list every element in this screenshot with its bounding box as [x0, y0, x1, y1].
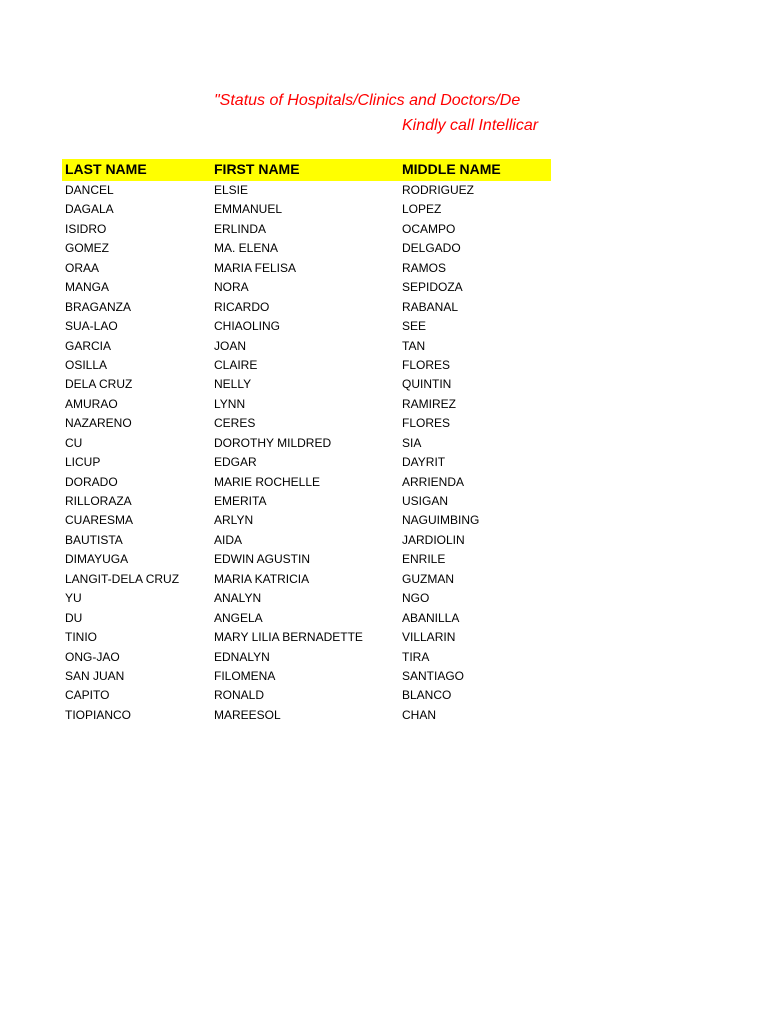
first-name-cell: MARIA FELISA: [214, 260, 297, 275]
middle-name-cell: BLANCO: [402, 688, 452, 703]
last-name-cell: TINIO: [65, 630, 97, 645]
first-name-cell: NELLY: [214, 377, 252, 392]
first-name-cell: MARY LILIA BERNADETTE: [214, 630, 363, 645]
first-name-cell: MARIA KATRICIA: [214, 571, 310, 586]
middle-name-cell: RODRIGUEZ: [402, 183, 474, 197]
header-last-name: LAST NAME: [65, 161, 147, 177]
title-line-2: [0, 117, 551, 139]
first-name-cell: ARLYN: [214, 513, 254, 528]
header-first-name: FIRST NAME: [214, 161, 300, 177]
first-name-cell: EDWIN AGUSTIN: [214, 552, 311, 567]
middle-name-cell: NAGUIMBING: [402, 513, 480, 528]
table-row: [0, 220, 768, 239]
table-row: [0, 531, 768, 550]
middle-name-cell: ENRILE: [402, 552, 446, 567]
table-row: [0, 609, 768, 628]
middle-name-cell: RAMOS: [402, 260, 447, 275]
first-name-cell: MAREESOL: [214, 707, 281, 722]
last-name-cell: OSILLA: [65, 357, 108, 372]
first-name-cell: AIDA: [214, 532, 243, 547]
middle-name-cell: ARRIENDA: [402, 474, 465, 489]
table-row: [0, 414, 768, 433]
middle-name-cell: SIA: [402, 435, 422, 450]
first-name-cell: EMMANUEL: [214, 202, 283, 217]
table-row: [0, 337, 768, 356]
first-name-cell: RONALD: [214, 688, 265, 703]
first-name-cell: NORA: [214, 280, 249, 295]
table-row: [0, 395, 768, 414]
middle-name-cell: DAYRIT: [402, 455, 446, 470]
table-row: [0, 706, 768, 725]
table-row: [0, 628, 768, 647]
table-row: [0, 298, 768, 317]
last-name-cell: CU: [65, 435, 83, 450]
last-name-cell: DIMAYUGA: [65, 552, 129, 567]
table-row: [0, 511, 768, 530]
table-row: [0, 434, 768, 453]
first-name-cell: DOROTHY MILDRED: [214, 435, 332, 450]
table-row: [0, 200, 768, 219]
last-name-cell: DANCEL: [65, 183, 114, 197]
table-row: [0, 356, 768, 375]
table-row: [0, 181, 768, 200]
first-name-cell: ANALYN: [214, 591, 262, 606]
last-name-cell: DELA CRUZ: [65, 377, 133, 392]
first-name-cell: FILOMENA: [214, 668, 276, 683]
middle-name-cell: TAN: [402, 338, 426, 353]
table-row: [0, 278, 768, 297]
last-name-cell: LANGIT-DELA CRUZ: [65, 571, 180, 586]
last-name-cell: ORAA: [65, 260, 100, 275]
first-name-cell: LYNN: [214, 396, 246, 411]
middle-name-cell: RABANAL: [402, 299, 459, 314]
title-text-2: Kindly call Intellicar: [402, 117, 539, 134]
middle-name-cell: SANTIAGO: [402, 668, 465, 683]
middle-name-cell: OCAMPO: [402, 221, 456, 236]
last-name-cell: DU: [65, 610, 83, 625]
middle-name-cell: DELGADO: [402, 241, 461, 256]
last-name-cell: GOMEZ: [65, 241, 109, 256]
first-name-cell: MA. ELENA: [214, 241, 279, 256]
first-name-cell: CHIAOLING: [214, 319, 281, 334]
first-name-cell: MARIE ROCHELLE: [214, 474, 321, 489]
middle-name-cell: QUINTIN: [402, 377, 452, 392]
middle-name-cell: GUZMAN: [402, 571, 454, 586]
first-name-cell: JOAN: [214, 338, 247, 353]
table-row: [0, 589, 768, 608]
last-name-cell: CAPITO: [65, 688, 110, 703]
last-name-cell: ISIDRO: [65, 221, 107, 236]
table-body: [0, 181, 768, 725]
last-name-cell: AMURAO: [65, 396, 118, 411]
table-row: [0, 667, 768, 686]
table-row: [0, 453, 768, 472]
table-row: [0, 686, 768, 705]
last-name-cell: TIOPIANCO: [65, 707, 132, 722]
last-name-cell: DORADO: [65, 474, 118, 489]
middle-name-cell: ABANILLA: [402, 610, 460, 625]
table-row: [0, 317, 768, 336]
table-row: [0, 570, 768, 589]
last-name-cell: LICUP: [65, 455, 101, 470]
table-row: [0, 492, 768, 511]
middle-name-cell: RAMIREZ: [402, 396, 456, 411]
first-name-cell: ANGELA: [214, 610, 263, 625]
last-name-cell: SUA-LAO: [65, 319, 118, 334]
last-name-cell: GARCIA: [65, 338, 112, 353]
middle-name-cell: LOPEZ: [402, 202, 442, 217]
last-name-cell: ONG-JAO: [65, 649, 120, 664]
middle-name-cell: FLORES: [402, 416, 451, 431]
last-name-cell: NAZARENO: [65, 416, 132, 431]
last-name-cell: MANGA: [65, 280, 110, 295]
first-name-cell: ELSIE: [214, 183, 249, 197]
last-name-cell: YU: [65, 591, 82, 606]
first-name-cell: CERES: [214, 416, 256, 431]
last-name-cell: BAUTISTA: [65, 532, 123, 547]
middle-name-cell: TIRA: [402, 649, 430, 664]
table-header-row: [62, 159, 551, 181]
first-name-cell: ERLINDA: [214, 221, 267, 236]
first-name-cell: EMERITA: [214, 494, 267, 508]
middle-name-cell: VILLARIN: [402, 630, 456, 645]
header-middle-name: MIDDLE NAME: [402, 161, 501, 177]
first-name-cell: CLAIRE: [214, 357, 258, 372]
middle-name-cell: JARDIOLIN: [402, 532, 465, 547]
table-row: [0, 259, 768, 278]
title-text-1: "Status of Hospitals/Clinics and Doctors/De: [214, 92, 521, 109]
table-row: [0, 550, 768, 569]
middle-name-cell: SEPIDOZA: [402, 280, 463, 295]
last-name-cell: SAN JUAN: [65, 668, 125, 683]
first-name-cell: EDGAR: [214, 455, 257, 470]
first-name-cell: RICARDO: [214, 299, 270, 314]
title-line-1: [0, 92, 551, 114]
table-row: [0, 648, 768, 667]
last-name-cell: DAGALA: [65, 202, 114, 217]
middle-name-cell: CHAN: [402, 707, 437, 722]
table-row: [0, 473, 768, 492]
middle-name-cell: SEE: [402, 319, 427, 334]
middle-name-cell: FLORES: [402, 357, 451, 372]
table-row: [0, 375, 768, 394]
middle-name-cell: USIGAN: [402, 494, 449, 508]
middle-name-cell: NGO: [402, 591, 430, 606]
table-row: [0, 239, 768, 258]
last-name-cell: CUARESMA: [65, 513, 134, 528]
last-name-cell: BRAGANZA: [65, 299, 132, 314]
last-name-cell: RILLORAZA: [65, 494, 132, 508]
first-name-cell: EDNALYN: [214, 649, 270, 664]
